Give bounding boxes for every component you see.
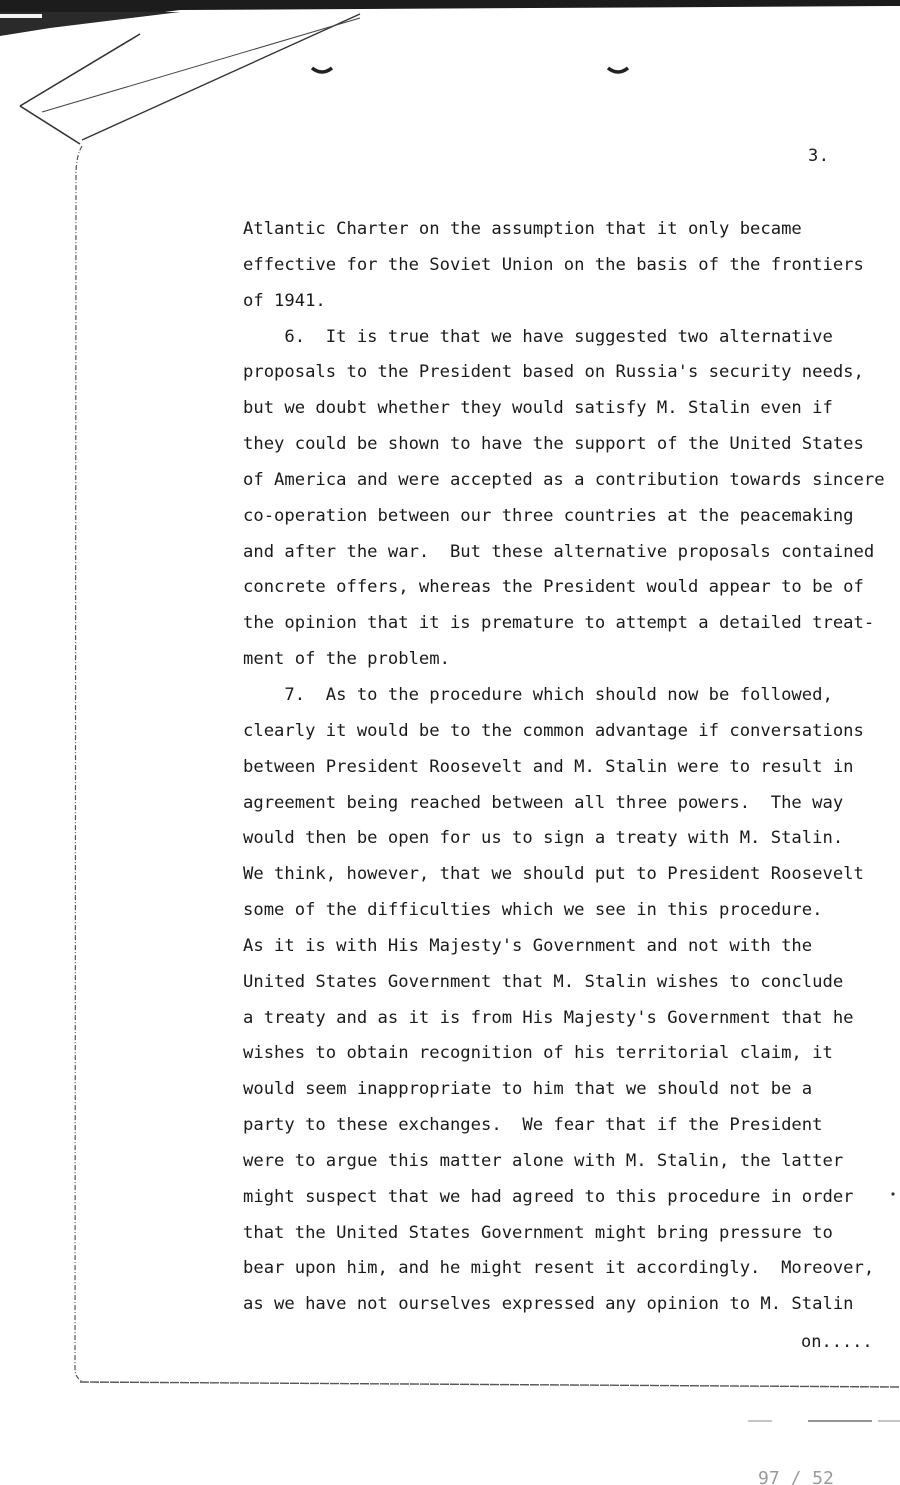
text-line: might suspect that we had agreed to this procedure in order: [243, 1186, 854, 1207]
text-line: ment of the problem.: [243, 649, 450, 670]
text-line: wishes to obtain recognition of his territorial claim, it: [243, 1043, 833, 1064]
text-line: concrete offers, whereas the President would appear to be of: [243, 577, 864, 598]
text-line: a treaty and as it is from His Majesty's Government that he: [243, 1007, 854, 1028]
text-line: effective for the Soviet Union on the basis of the frontiers: [243, 254, 864, 275]
punch-mark: [608, 68, 628, 72]
text-line: were to argue this matter alone with M. Stalin, the latter: [243, 1150, 844, 1171]
text-line: 6. It is true that we have suggested two alternative: [243, 326, 833, 347]
text-line: proposals to the President based on Russia's security needs,: [243, 362, 864, 383]
text-line: as we have not ourselves expressed any opinion to M. Stalin: [243, 1294, 854, 1315]
text-line: 7. As to the procedure which should now be followed,: [243, 684, 833, 705]
text-line: and after the war. But these alternative proposals contained: [243, 541, 875, 562]
left-edge: [75, 146, 82, 1381]
text-line: United States Government that M. Stalin wishes to conclude: [243, 971, 844, 992]
folio-mark: 97 / 52: [758, 1468, 834, 1485]
text-line: would seem inappropriate to him that we should not be a: [243, 1079, 813, 1100]
diagonal-line: [82, 14, 360, 140]
text-line: that the United States Government might bring pressure to: [243, 1222, 833, 1243]
text-line: would then be open for us to sign a treaty with M. Stalin.: [243, 828, 844, 849]
diagonal-line: [20, 106, 80, 144]
text-line: the opinion that it is premature to attempt a detailed treat-: [243, 613, 875, 634]
text-line: agreement being reached between all three powers. The way: [243, 792, 844, 813]
continuation-catchword: on.....: [801, 1332, 873, 1352]
text-line: party to these exchanges. We fear that if the President: [243, 1115, 823, 1136]
punch-mark: [312, 68, 332, 72]
letter-body: [243, 216, 900, 1327]
text-line: co-operation between our three countries at the peacemaking: [243, 505, 854, 526]
page-number: 3.: [808, 146, 830, 166]
corner-shadow: [0, 0, 900, 34]
text-line: We think, however, that we should put to President Roosevelt: [243, 864, 864, 885]
corner-fold: [0, 12, 180, 36]
text-line: Atlantic Charter on the assumption that it only became: [243, 219, 802, 239]
diagonal-line: [42, 18, 360, 112]
text-line: bear upon him, and he might resent it accordingly. Moreover,: [243, 1258, 875, 1279]
text-line: some of the difficulties which we see in this procedure.: [243, 900, 823, 921]
text-line: but we doubt whether they would satisfy M. Stalin even if: [243, 398, 833, 419]
diagonal-line: [20, 34, 140, 106]
text-line: of America and were accepted as a contribution towards sincere: [243, 469, 885, 490]
text-line: of 1941.: [243, 290, 326, 311]
bottom-edge: [80, 1382, 900, 1387]
text-line: clearly it would be to the common advantage if conversations: [243, 720, 864, 741]
text-line: between President Roosevelt and M. Stalin were to result in: [243, 756, 854, 777]
text-line: they could be shown to have the support of the United States: [243, 434, 864, 455]
text-line: As it is with His Majesty's Government and not with the: [243, 935, 813, 956]
